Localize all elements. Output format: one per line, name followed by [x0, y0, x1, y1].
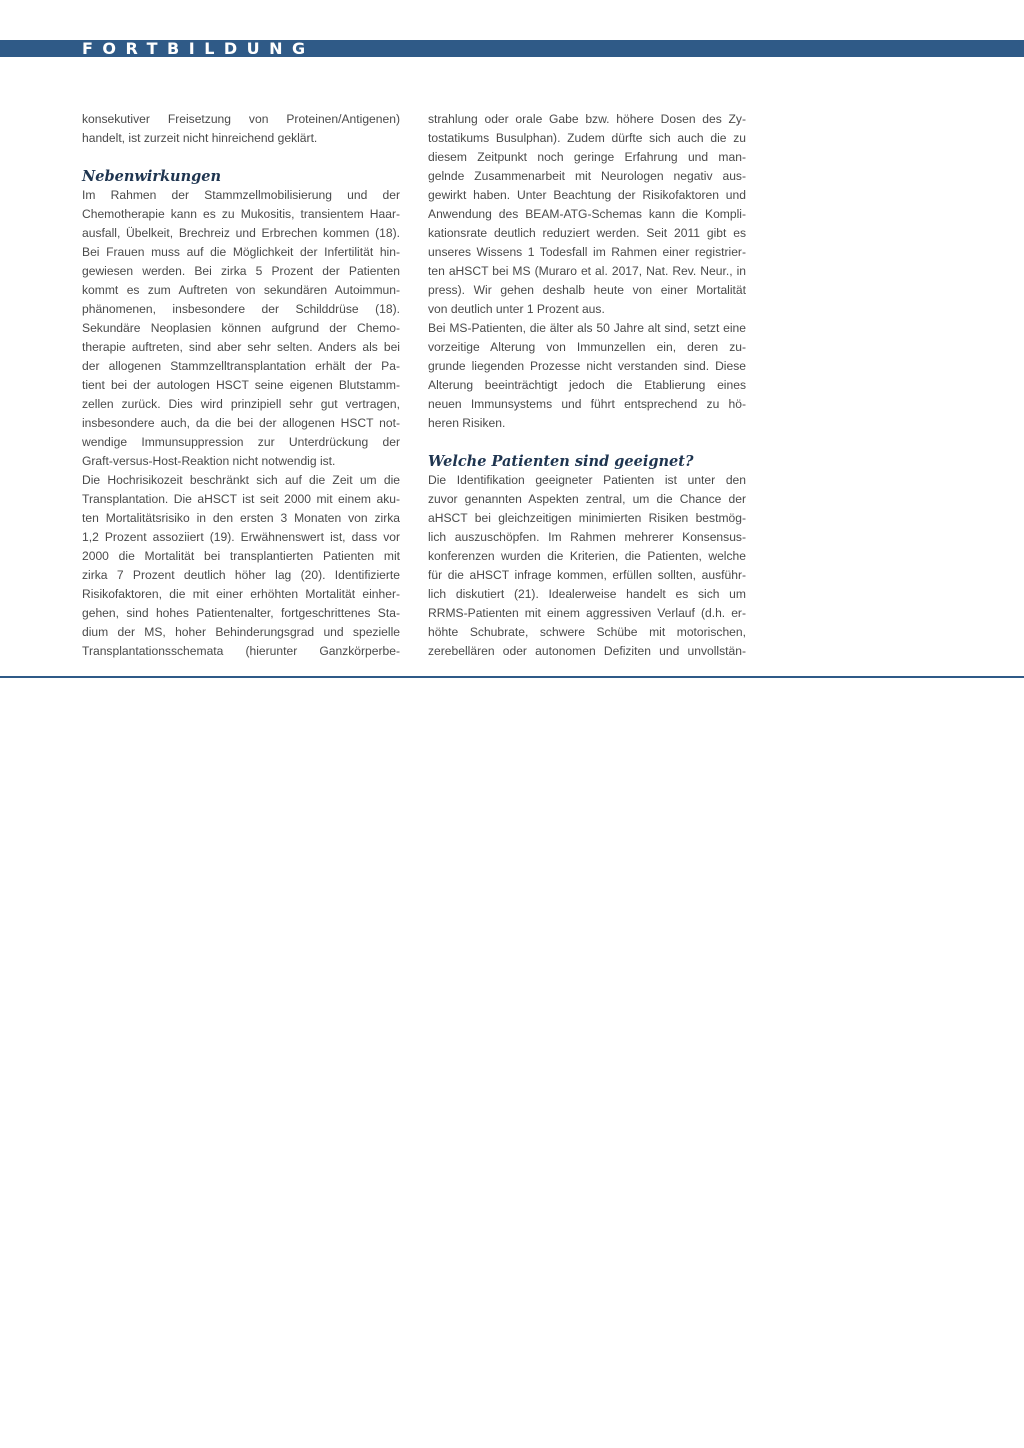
text-line: wendige Immunsuppression zur Unterdrückung der: [82, 435, 400, 449]
paragraph-intro: [82, 110, 400, 148]
text-line: lich auszuschöpfen. Im Rahmen mehrerer Konsensus-: [428, 530, 746, 544]
text-line: aHSCT bei gleichzeitigen minimierten Risiken bestmög-: [428, 511, 746, 525]
text-line: der allogenen Stammzelltransplantation erhält der Pa-: [82, 359, 400, 373]
text-line: tient bei der autologen HSCT seine eigenen Blutstamm-: [82, 378, 400, 392]
paragraph-continuation: [428, 110, 746, 433]
section-title: FORTBILDUNG: [82, 39, 315, 58]
heading-nebenwirkungen: Nebenwirkungen: [82, 168, 222, 185]
text-line: gelnde Zusammenarbeit mit Neurologen negativ aus-: [428, 169, 746, 183]
text-line: zellen zurück. Dies wird prinzipiell sehr gut vertragen,: [82, 397, 400, 411]
text-line: kationsrate deutlich reduziert werden. Seit 2011 gibt es: [428, 226, 746, 240]
text-line: strahlung oder orale Gabe bzw. höhere Dosen des Zy-: [428, 112, 746, 126]
text-column-right: [428, 110, 746, 661]
text-line: Graft-versus-Host-Reaktion nicht notwendig ist.: [82, 454, 336, 468]
text-line: vorzeitige Alterung von Immunzellen ein, deren zu-: [428, 340, 746, 354]
text-line: kommt es zum Auftreten von sekundären Autoimmun-: [82, 283, 400, 297]
text-line: Risikofaktoren, die mit einer erhöhten Mortalität einher-: [82, 587, 400, 601]
text-line: ten Mortalitätsrisiko in den ersten 3 Monaten von zirka: [82, 511, 400, 525]
text-line: therapie auftreten, sind aber sehr selten. Anders als bei: [82, 340, 400, 354]
text-line: tostatikums Busulphan). Zudem dürfte sich auch die zu: [428, 131, 746, 145]
text-line: Die Identifikation geeigneter Patienten ist unter den: [428, 473, 746, 487]
text-column-left: [82, 110, 400, 661]
text-line: ten aHSCT bei MS (Muraro et al. 2017, Nat. Rev. Neur., in: [428, 264, 746, 278]
text-line: zuvor genannten Aspekten zentral, um die Chance der: [428, 492, 746, 506]
text-line: Die Hochrisikozeit beschränkt sich auf die Zeit um die: [82, 473, 400, 487]
text-line: unseres Wissens 1 Todesfall im Rahmen einer registrier-: [428, 245, 746, 259]
text-line: grunde liegenden Prozesse nicht verstanden sind. Diese: [428, 359, 746, 373]
text-line: zerebellären oder autonomen Defiziten und unvollstän-: [428, 644, 746, 658]
text-line: neuen Immunsystems und führt entsprechend zu hö-: [428, 397, 746, 411]
text-line: phänomenen, insbesondere der Schilddrüse (18).: [82, 302, 400, 316]
paragraph-welche-patienten: [428, 471, 746, 661]
text-line: diesem Zeitpunkt noch geringe Erfahrung und man-: [428, 150, 746, 164]
text-line: zirka 7 Prozent deutlich höher lag (20). Identifizierte: [82, 568, 400, 582]
text-line: Transplantationsschemata (hierunter Ganzkörperbe-: [82, 644, 400, 658]
text-line: Chemotherapie kann es zu Mukositis, transientem Haar-: [82, 207, 400, 221]
text-line: press). Wir gehen deshalb heute von einer Mortalität: [428, 283, 746, 297]
text-line: Im Rahmen der Stammzellmobilisierung und der: [82, 188, 400, 202]
text-line: gewiesen werden. Bei zirka 5 Prozent der Patienten: [82, 264, 400, 278]
text-line: konferenzen wurden die Kriterien, die Patienten, welche: [428, 549, 746, 563]
text-line: Anwendung des BEAM-ATG-Schemas kann die Kompli-: [428, 207, 746, 221]
text-line: von deutlich unter 1 Prozent aus.: [428, 302, 605, 316]
text-line: insbesondere auch, da die bei der allogenen HSCT not-: [82, 416, 400, 430]
text-line: konsekutiver Freisetzung von Proteinen/Antigenen): [82, 112, 400, 126]
text-line: ausfall, Übelkeit, Brechreiz und Erbrechen kommen (18).: [82, 226, 400, 240]
text-line: dium der MS, hoher Behinderungsgrad und spezielle: [82, 625, 400, 639]
text-line: höhte Schubrate, schwere Schübe mit motorischen,: [428, 625, 746, 639]
text-line: handelt, ist zurzeit nicht hinreichend geklärt.: [82, 131, 318, 145]
text-line: Alterung beeinträchtigt jedoch die Etablierung eines: [428, 378, 746, 392]
text-line: heren Risiken.: [428, 416, 506, 430]
bottom-divider: [0, 676, 1024, 678]
text-line: 2000 die Mortalität bei transplantierten Patienten mit: [82, 549, 400, 563]
text-line: Transplantation. Die aHSCT ist seit 2000 mit einem aku-: [82, 492, 400, 506]
text-line: lich diskutiert (21). Idealerweise handelt es sich um: [428, 587, 746, 601]
text-line: Bei MS-Patienten, die älter als 50 Jahre alt sind, setzt eine: [428, 321, 746, 335]
text-line: gewirkt haben. Unter Beachtung der Risikofaktoren und: [428, 188, 746, 202]
text-line: 1,2 Prozent assoziiert (19). Erwähnenswert ist, dass vor: [82, 530, 400, 544]
text-line: Bei Frauen muss auf die Möglichkeit der Infertilität hin-: [82, 245, 400, 259]
text-line: Sekundäre Neoplasien können aufgrund der Chemo-: [82, 321, 400, 335]
paragraph-nebenwirkungen: [82, 186, 400, 661]
heading-welche-patienten: Welche Patienten sind geeignet?: [428, 453, 694, 470]
text-line: für die aHSCT infrage kommen, erfüllen sollten, ausführ-: [428, 568, 746, 582]
text-line: RRMS-Patienten mit einem aggressiven Verlauf (d.h. er-: [428, 606, 746, 620]
text-line: gehen, sind hohes Patientenalter, fortgeschrittenes Sta-: [82, 606, 400, 620]
